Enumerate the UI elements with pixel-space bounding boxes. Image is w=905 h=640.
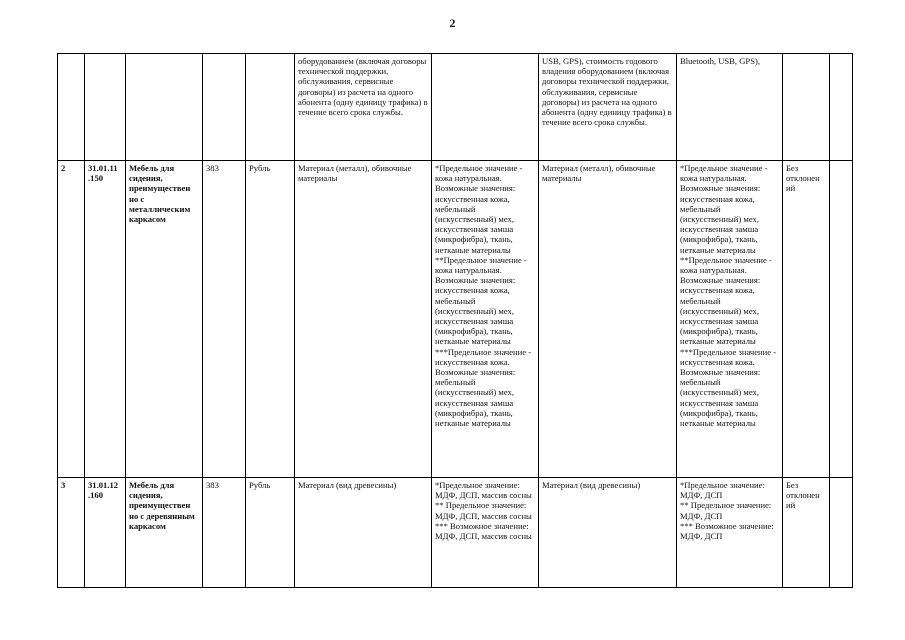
cell-deviation: Без отклонен ий (783, 161, 830, 478)
cell-num: 2 (58, 161, 85, 478)
cell-characteristic: Материал (вид древесины) (295, 478, 432, 588)
table-row (58, 161, 853, 478)
table-row-continuation (58, 54, 853, 161)
cell-value-empty (432, 54, 539, 161)
cell-deviation-empty (783, 54, 830, 161)
cell-extra-empty (830, 478, 853, 588)
cell-name: Мебель для сидения, преимуществен но с деревянным каркасом (126, 478, 203, 588)
cell-name-empty (126, 54, 203, 161)
cell-num-empty (58, 54, 85, 161)
cell-unit-empty (246, 54, 295, 161)
cell-auth-value: Bluetooth, USB, GPS), (677, 54, 783, 161)
cell-auth-value: *Предельное значение - кожа натуральная. Возможные значения: искусственная кожа, мебельный (искусственный) мех, искусственная замша (микрофибра), ткань, нетканые материалы **Предельное значение - кожа натуральная. Возможные значения: искусственная кожа, мебельный (искусственный) мех, искусственная замша (микрофибра), ткань, нетканые материалы ***Предельное значение - искусственная кожа. Возможные значения: мебельный (искусственный) мех, искусственная замша (микрофибра), ткань, нетканые материалы (677, 161, 783, 478)
cell-auth-characteristic: Материал (вид древесины) (539, 478, 677, 588)
cell-num: 3 (58, 478, 85, 588)
cell-auth-characteristic: Материал (металл), обивочные материалы (539, 161, 677, 478)
cell-auth-characteristic: USB, GPS), стоимость годового владения оборудованием (включая договоры технической поддержки, обслуживания, сервисные договоры) из расчета на одного абонента (одну единицу трафика) в течение всего срока службы. (539, 54, 677, 161)
cell-extra-empty (830, 161, 853, 478)
cell-code-empty (85, 54, 126, 161)
cell-unit: Рубль (246, 161, 295, 478)
cell-okei-code: 383 (203, 478, 246, 588)
cell-code: 31.01.12 .160 (85, 478, 126, 588)
cell-value: *Предельное значение: МДФ, ДСП, массив сосны ** Предельное значение: МДФ, ДСП, массив сосны *** Возможное значение: МДФ, ДСП, массив сосны (432, 478, 539, 588)
page-number: 2 (449, 16, 456, 30)
cell-code: 31.01.11 .150 (85, 161, 126, 478)
cell-okei-code: 383 (203, 161, 246, 478)
cell-value: *Предельное значение - кожа натуральная. Возможные значения: искусственная кожа, мебельный (искусственный) мех, искусственная замша (микрофибра), ткань, нетканые материалы **Предельное значение - кожа натуральная. Возможные значения: искусственная кожа, мебельный (искусственный) мех, искусственная замша (микрофибра), ткань, нетканые материалы ***Предельное значение - искусственная кожа. Возможные значения: мебельный (искусственный) мех, искусственная замша (микрофибра), ткань, нетканые материалы (432, 161, 539, 478)
cell-characteristic: Материал (металл), обивочные материалы (295, 161, 432, 478)
table-row (58, 478, 853, 588)
cell-okei-empty (203, 54, 246, 161)
cell-extra-empty (830, 54, 853, 161)
cell-name: Мебель для сидения, преимуществен но с металлическим каркасом (126, 161, 203, 478)
cell-unit: Рубль (246, 478, 295, 588)
cell-characteristic: оборудованием (включая договоры технической поддержки, обслуживания, сервисные договоры) из расчета на одного абонента (одну единицу трафика) в течение всего срока службы. (295, 54, 432, 161)
requirements-table (57, 53, 853, 588)
cell-auth-value: *Предельное значение: МДФ, ДСП ** Предельное значение: МДФ, ДСП *** Возможное значение: МДФ, ДСП (677, 478, 783, 588)
cell-deviation: Без отклонен ий (783, 478, 830, 588)
